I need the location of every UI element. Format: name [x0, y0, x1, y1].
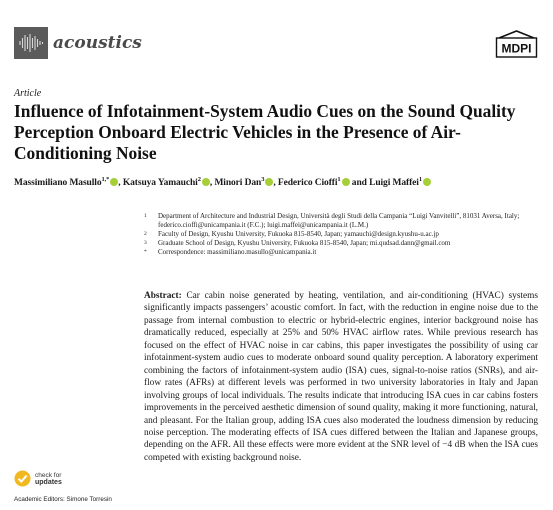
affiliation-text: Department of Architecture and Industrial Design, Università degli Studi della Campania “Luigi Vanvitelli”, 81031 Aversa, Italy; federico.cioffi@unicampania.it (F.C.); luigi.maffei@unicampania.it (L.M.)	[158, 212, 520, 230]
abstract-text: Car cabin noise generated by heating, ventilation, and air-conditioning (HVAC) systems significantly impacts passengers’ acoustic comfort. In fact, with the reduction in engine noise due to the passage from internal combustion to electric or hybrid-electric engines, interior background noise has dramatically reduced, especially at 25% and 50% HVAC airflow rates. While previous research has focused on the effect of HVAC noise in car cabins, this paper investigates the possibility of using car infotainment-system audio cues to moderate onboard sound quality perception. A laboratory experiment combining the factors of infotainment-system audio (ISA) cues, signal-to-noise ratios (SNRs), and air-flow rates (AFRs) at different levels was performed in two university laboratories in Italy and Japan involving groups of local individuals. The results indicate that introducing ISA cues in car cabins fosters improvements in the perceived aesthetic dimension of sound quality, making it more functioning, natural, and pleasant. For the Italian group, adding ISA cues also moderated the loudness dimension by reducing noise perception. The moderating effects of ISA cues differed between the Italian and Japanese groups, depending on the AFR. All these effects were more evident at the SNR level of −4 dB when the ISA cues competed with existing background noise.	[144, 291, 538, 463]
author-name[interactable]: Katsuya Yamauchi	[122, 178, 198, 188]
affiliation-item	[144, 239, 544, 248]
orcid-icon[interactable]	[342, 178, 350, 186]
affiliation-text: Faculty of Design, Kyushu University, Fukuoka 815-8540, Japan; yamauchi@design.kyushu-u.ac.jp	[158, 230, 439, 239]
academic-editors: Academic Editors: Simone Torresin	[14, 496, 112, 503]
author-name[interactable]: Minori Dan	[214, 178, 262, 188]
affiliation-number: 1	[144, 213, 147, 219]
affiliation-number: 3	[144, 240, 147, 247]
affiliation-number: 2	[144, 231, 147, 238]
affiliation-number: *	[144, 249, 147, 256]
orcid-icon[interactable]	[202, 178, 210, 186]
affiliation-text: Graduate School of Design, Kyushu University, Fukuoka 815-8540, Japan; mi.qudsad.dann@gmail.com	[158, 239, 451, 248]
author-separator: ,	[273, 178, 278, 188]
check-updates-label	[35, 472, 62, 486]
author-separator: ,	[209, 178, 215, 188]
author-affiliation-mark: 1,*	[101, 176, 110, 183]
abstract-label: Abstract:	[144, 291, 182, 301]
check-updates-line1: check for	[35, 471, 62, 479]
author-affiliation-mark: 3	[261, 176, 265, 183]
orcid-icon[interactable]	[423, 178, 431, 186]
check-updates-line2: updates	[35, 478, 62, 486]
affiliation-text: Correspondence: massimiliano.masullo@unicampania.it	[158, 248, 317, 257]
author-name[interactable]: Luigi Maffei	[369, 178, 419, 188]
journal-name: acoustics	[53, 33, 142, 53]
article-type: Article	[14, 88, 42, 99]
article-title: Influence of Infotainment-System Audio Cues on the Sound Quality Perception Onboard Electric Vehicles in the Presence of Air-Conditioning Noise	[14, 101, 516, 163]
check-updates-icon	[14, 470, 31, 487]
abstract	[144, 290, 538, 464]
author-name[interactable]: Federico Cioffi	[277, 178, 338, 188]
journal-logo-icon	[14, 27, 48, 59]
author-affiliation-mark: 1	[337, 176, 341, 183]
author-separator: and	[349, 178, 370, 188]
affiliation-item	[144, 212, 544, 230]
author-affiliation-mark: 2	[197, 176, 201, 183]
author-name[interactable]: Massimiliano Masullo	[14, 178, 102, 188]
author-affiliation-mark: 1	[418, 176, 422, 183]
mdpi-logo[interactable]	[495, 30, 538, 59]
affiliation-item	[144, 230, 544, 239]
author-list	[14, 176, 549, 188]
affiliation-item	[144, 248, 544, 257]
author-separator: ,	[118, 178, 123, 188]
journal-logo[interactable]	[14, 27, 142, 59]
mdpi-logo-text: MDPI	[501, 41, 532, 56]
check-for-updates[interactable]	[14, 470, 62, 487]
affiliations	[144, 212, 544, 257]
